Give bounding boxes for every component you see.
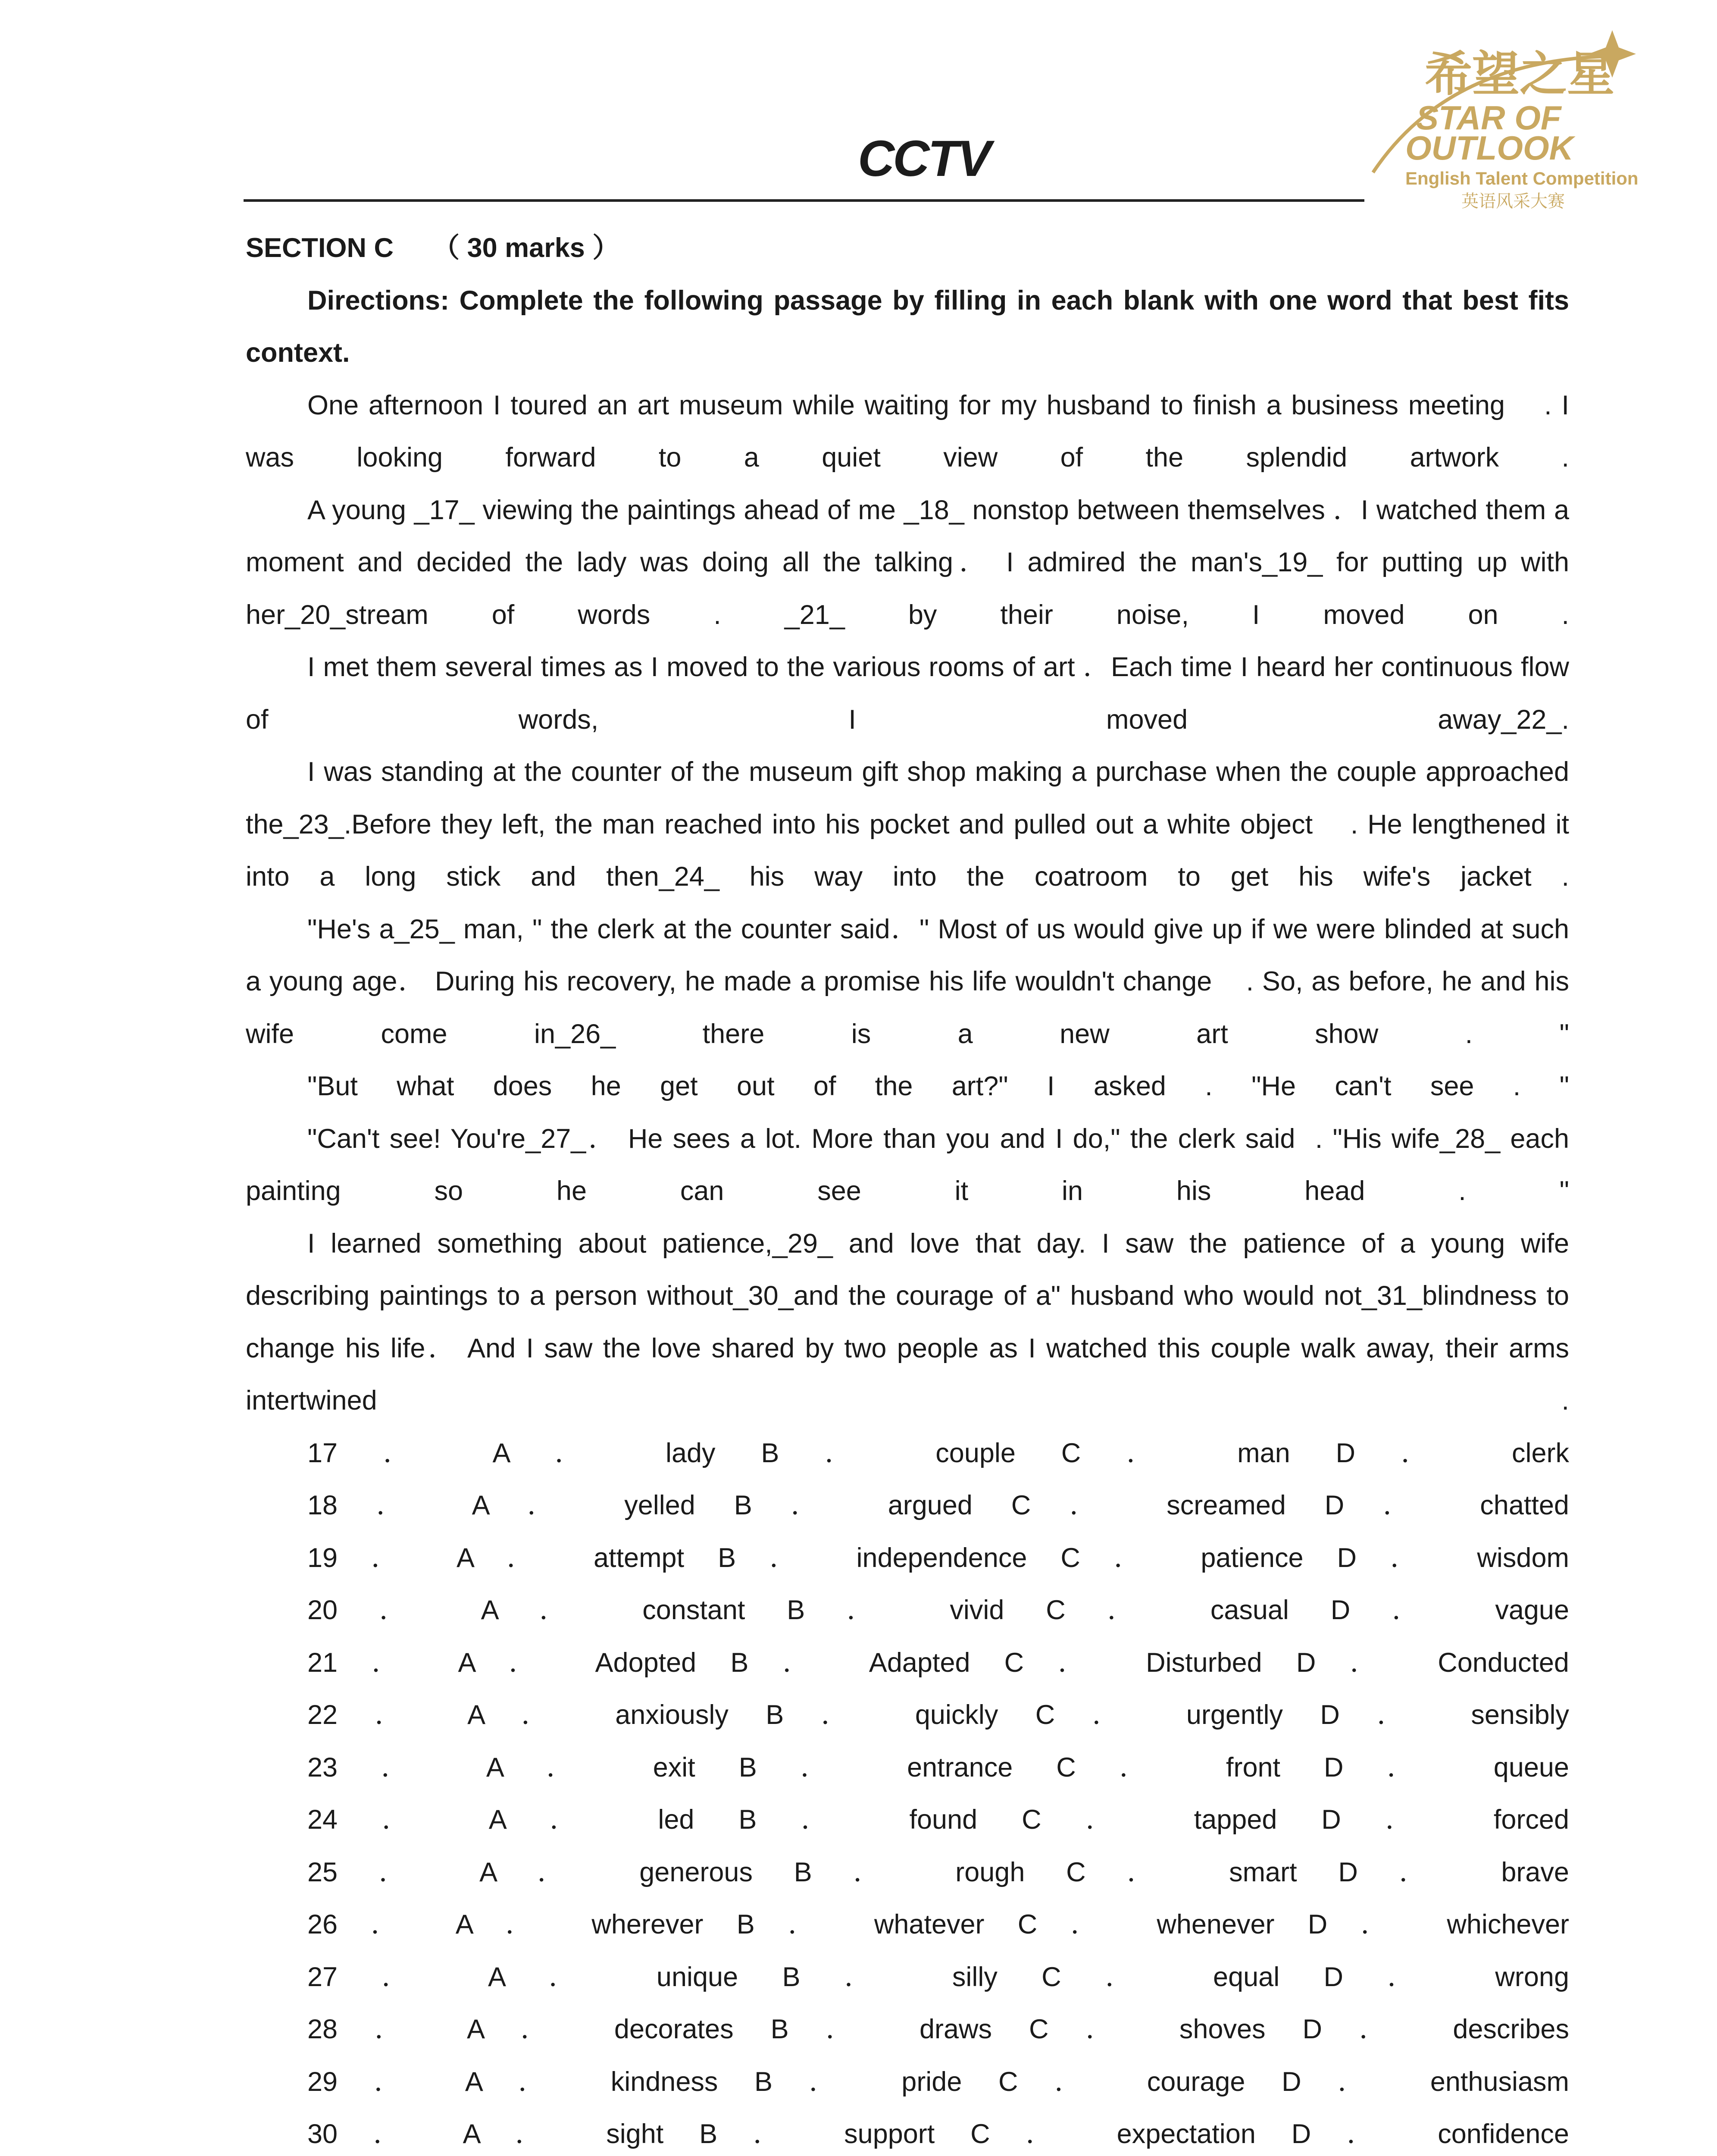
section-marks: （ 30 marks ） [432, 233, 620, 263]
passage-line: A young _17_ viewing the paintings ahead of me _18_ nonstop between themselves ．I watched them a [307, 495, 1569, 525]
option-d: D ． forced [1321, 1805, 1569, 1835]
passage-line: her_20_stream of words . _21_ by their noise, I moved on . [246, 599, 1569, 630]
option-c: C ． smart [1066, 1857, 1297, 1887]
option-c: C ． tapped [1022, 1805, 1277, 1835]
passage-line: was looking forward to a quiet view of the splendid artwork . [246, 442, 1569, 473]
option-row [246, 1479, 1569, 1532]
option-c: C ． courage [998, 2066, 1245, 2097]
option-b: B ． entrance [738, 1752, 1013, 1783]
option-b: B ． pride [754, 2066, 962, 2097]
question-number: 25 ． [307, 1857, 440, 1887]
question-number: 17 ． [307, 1438, 449, 1468]
option-a: A ． lady [492, 1438, 716, 1468]
directions-line: Directions: Complete the following passage by filling in each blank with one word that best fits [307, 285, 1569, 316]
option-row [246, 1532, 1569, 1585]
emblem-line2: OUTLOOK [1405, 129, 1573, 167]
option-d: D ． Conducted [1296, 1647, 1569, 1678]
option-d: D ． describes [1302, 2014, 1569, 2044]
question-number: 19 ． [307, 1542, 425, 1573]
option-row [246, 1689, 1569, 1742]
passage-line: painting so he can see it in his head . " [246, 1176, 1569, 1206]
passage-line: of words, I moved away_22_. [246, 704, 1569, 735]
emblem-title-cn: 希望之星 [1425, 47, 1614, 102]
question-number: 22 ． [307, 1700, 432, 1730]
question-number: 20 ． [307, 1595, 441, 1625]
emblem-line1: STAR OF [1416, 99, 1561, 137]
option-a: A ． constant [481, 1595, 745, 1625]
option-d: D ． confidence [1291, 2119, 1569, 2149]
passage-line: the_23_.Before they left, the man reached into his pocket and pulled out a white object . He lengthened it [246, 809, 1569, 840]
option-b: B ． silly [782, 1962, 998, 1992]
passage-line: I met them several times as I moved to the various rooms of art ．Each time I heard her continuous flow [307, 652, 1569, 682]
question-number: 27 ． [307, 1962, 446, 1992]
option-c: C ． casual [1046, 1595, 1289, 1625]
option-row [246, 2056, 1569, 2109]
option-a: A ． unique [488, 1962, 738, 1992]
option-c: C ． whenever [1017, 1909, 1275, 1940]
option-a: A ． led [488, 1805, 694, 1835]
option-c: C ． front [1056, 1752, 1281, 1783]
cctv-logo: CCTV [858, 130, 990, 187]
option-row [246, 1846, 1569, 1899]
option-row [246, 1899, 1569, 1951]
option-d: D ． enthusiasm [1282, 2066, 1569, 2097]
option-d: D ． chatted [1324, 1490, 1569, 1520]
question-number: 28 ． [307, 2014, 432, 2044]
option-a: A ． attempt [457, 1542, 685, 1573]
option-row [246, 1951, 1569, 2004]
option-d: D ． brave [1338, 1857, 1569, 1887]
option-a: A ． generous [479, 1857, 753, 1887]
option-b: B ． quickly [766, 1700, 998, 1730]
section-heading [246, 222, 1569, 275]
passage-line: wife come in_26_ there is a new art show . " [246, 1018, 1569, 1049]
option-row [246, 1637, 1569, 1689]
option-b: B ． support [699, 2119, 935, 2149]
option-row [246, 1584, 1569, 1637]
question-number: 26 ． [307, 1909, 424, 1940]
option-c: C ． Disturbed [1004, 1647, 1262, 1678]
option-b: B ． couple [761, 1438, 1016, 1468]
question-number: 30 ． [307, 2119, 429, 2149]
option-c: C ． shoves [1029, 2014, 1266, 2044]
passage-line: describing paintings to a person without_30_and the courage of a" husband who would not_31_blindness to [246, 1281, 1569, 1311]
question-number: 23 ． [307, 1752, 444, 1783]
passage-line: change his life． And I saw the love shared by two people as I watched this couple walk away, their arms [246, 1333, 1569, 1363]
option-b: B ． whatever [736, 1909, 985, 1940]
star-of-outlook-emblem [1364, 30, 1658, 220]
option-a: A ． sight [463, 2119, 664, 2149]
option-c: C ． urgently [1035, 1700, 1283, 1730]
directions-line: context. [246, 338, 350, 368]
option-b: B ． found [738, 1805, 978, 1835]
option-d: D ． queue [1323, 1752, 1569, 1783]
option-b: B ． draws [770, 2014, 992, 2044]
passage-line: "But what does he get out of the art?" I asked . "He can't see . " [307, 1071, 1569, 1101]
option-d: D ． clerk [1335, 1438, 1569, 1468]
option-d: D ． vague [1330, 1595, 1569, 1625]
passage-line: "Can't see! You're_27_． He sees a lot. More than you and I do," the clerk said . "His wife_28_ each [307, 1123, 1569, 1154]
option-b: B ． rough [794, 1857, 1025, 1887]
option-b: B ． independence [718, 1542, 1027, 1573]
option-a: A ． yelled [472, 1490, 695, 1520]
option-a: A ． decorates [467, 2014, 734, 2044]
emblem-line4: 英语风采大赛 [1461, 191, 1565, 211]
question-number: 21 ． [307, 1647, 425, 1678]
option-row [246, 2003, 1569, 2056]
option-d: D ． wisdom [1337, 1542, 1569, 1573]
option-a: A ． kindness [465, 2066, 718, 2097]
option-a: A ． wherever [455, 1909, 704, 1940]
option-c: C ． screamed [1011, 1490, 1286, 1520]
passage-line: One afternoon I toured an art museum while waiting for my husband to finish a business meeting . I [307, 390, 1569, 420]
passage-line: "He's a_25_ man, " the clerk at the counter said．" Most of us would give up if we were blinded at such [307, 914, 1569, 944]
option-a: A ． exit [486, 1752, 695, 1783]
option-b: B ． vivid [787, 1595, 1004, 1625]
option-d: D ． whichever [1307, 1909, 1569, 1940]
emblem-line3: English Talent Competition [1405, 168, 1639, 188]
passage-line: intertwined . [246, 1385, 1569, 1416]
question-number: 18 ． [307, 1490, 435, 1520]
section-title: SECTION C [246, 233, 394, 263]
option-c: C ． man [1061, 1438, 1290, 1468]
option-row [246, 1427, 1569, 1480]
option-d: D ． sensibly [1320, 1700, 1569, 1730]
options-list [246, 1427, 1569, 2156]
option-d: D ． wrong [1323, 1962, 1569, 1992]
option-c: C ． equal [1041, 1962, 1280, 1992]
option-c: C ． expectation [970, 2119, 1256, 2149]
passage-line: I learned something about patience,_29_ and love that day. I saw the patience of a young wife [307, 1228, 1569, 1259]
option-b: B ． Adapted [730, 1647, 970, 1678]
passage-line: moment and decided the lady was doing all the talking． I admired the man's_19_ for putting up with [246, 547, 1569, 577]
option-c: C ． patience [1060, 1542, 1304, 1573]
option-a: A ． Adopted [458, 1647, 697, 1678]
option-row [246, 2108, 1569, 2156]
question-number: 29 ． [307, 2066, 430, 2097]
passage-line: a young age． During his recovery, he made a promise his life wouldn't change . So, as before, he and his [246, 966, 1569, 997]
option-row [246, 1794, 1569, 1846]
option-row [246, 1742, 1569, 1794]
passage-line: I was standing at the counter of the museum gift shop making a purchase when the couple approached [307, 757, 1569, 787]
header-divider [244, 199, 1364, 202]
passage-line: into a long stick and then_24_ his way into the coatroom to get his wife's jacket . [246, 862, 1569, 892]
question-number: 24 ． [307, 1805, 446, 1835]
option-a: A ． anxiously [467, 1700, 729, 1730]
exam-page [246, 222, 1569, 2156]
option-b: B ． argued [734, 1490, 973, 1520]
